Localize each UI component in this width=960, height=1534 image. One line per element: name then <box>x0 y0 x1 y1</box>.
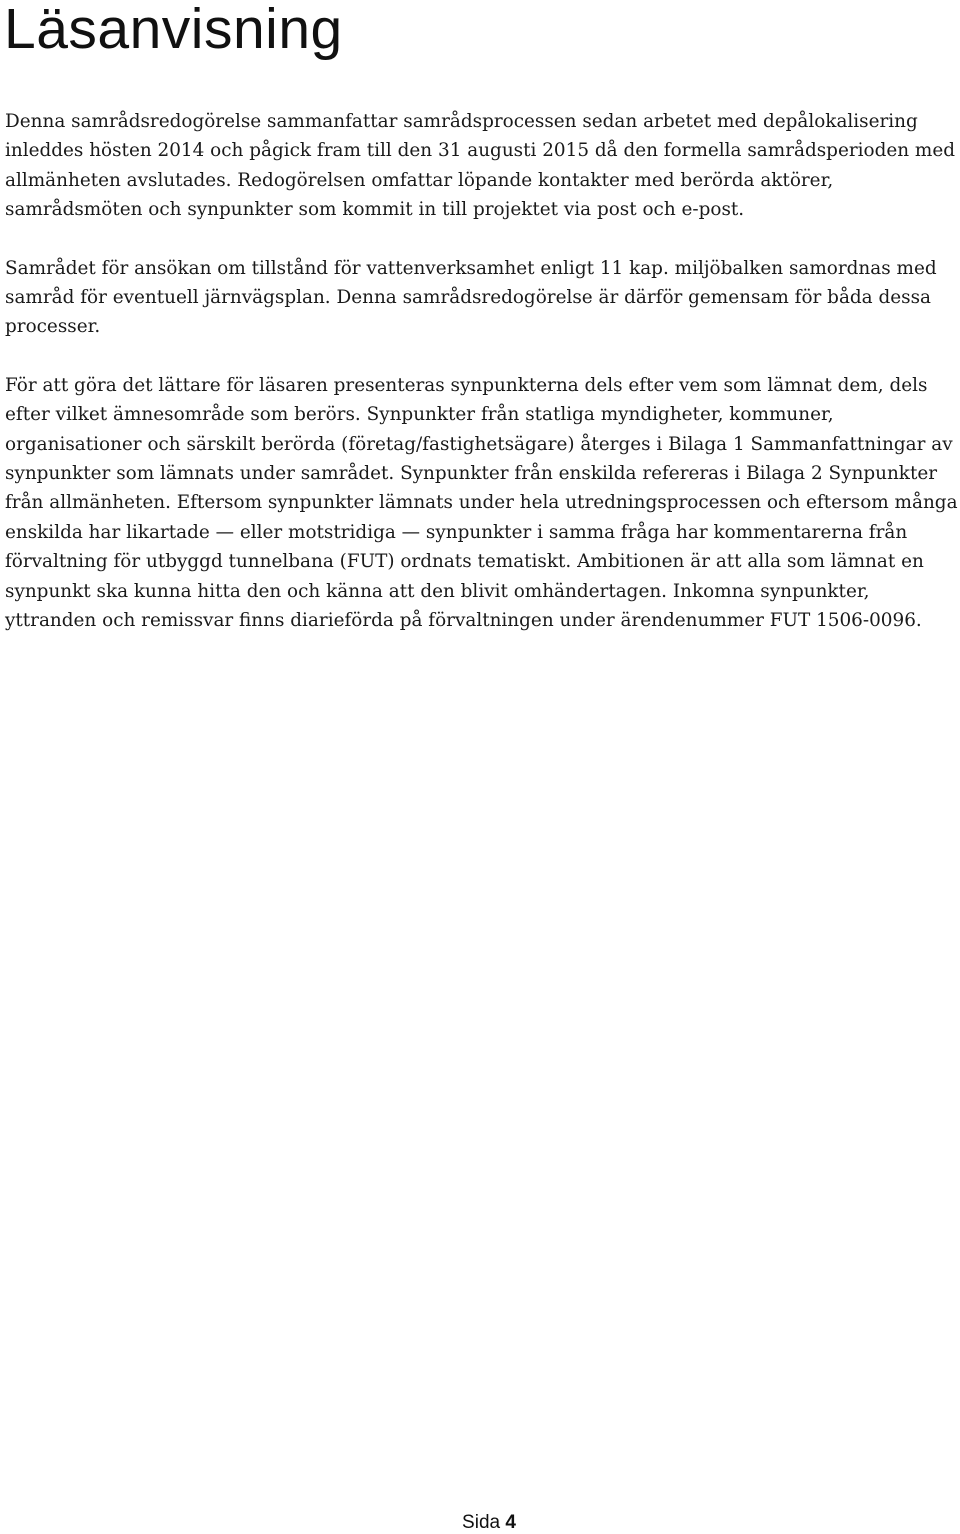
paragraph-samrad: Samrådet för ansökan om tillstånd för vattenverksamhet enligt 11 kap. miljöbalken samordnas med samråd för eventuell järnvägsplan. Denna samrådsredogörelse är därför gemensam för båda dessa processer. <box>5 257 937 338</box>
paragraph-intro: Denna samrådsredogörelse sammanfattar samrådsprocessen sedan arbetet med depålokalisering inleddes hösten 2014 och pågick fram till den 31 augusti 2015 då den formella samrådsperioden med allmänheten avslutades. Redogörelsen omfattar löpande kontakter med berörda aktörer, samrådsmöten och synpunkter som kommit in till projektet via post och e-post. <box>5 111 956 221</box>
document-body <box>5 107 958 665</box>
paragraph-reading-guide: För att göra det lättare för läsaren presenteras synpunkterna dels efter vem som lämnat dem, dels efter vilket ämnesområde som berörs. Synpunkter från statliga myndigheter, kommuner, organisationer och särskilt berörda (företag/fastighetsägare) återges i Bilaga 1 Sammanfattningar av synpunkter som lämnats under samrådet. Synpunkter från enskilda refereras i Bilaga 2 Synpunkter från allmänheten. Eftersom synpunkter lämnats under hela utredningsprocessen och eftersom många enskilda har likartade — eller motstridiga — synpunkter i samma fråga har kommentarerna från förvaltning för utbyggd tunnelbana (FUT) ordnats tematiskt. Ambitionen är att alla som lämnat en synpunkt ska kunna hitta den och känna att den blivit omhändertagen. Inkomna synpunkter, yttranden och remissvar finns diarieförda på förvaltningen under ärendenummer FUT 1506-0096. <box>5 374 958 632</box>
page-number: 4 <box>505 1512 516 1533</box>
page-title: Läsanvisning <box>4 0 343 61</box>
page-label: Sida <box>462 1512 501 1533</box>
page-footer <box>0 1512 960 1534</box>
